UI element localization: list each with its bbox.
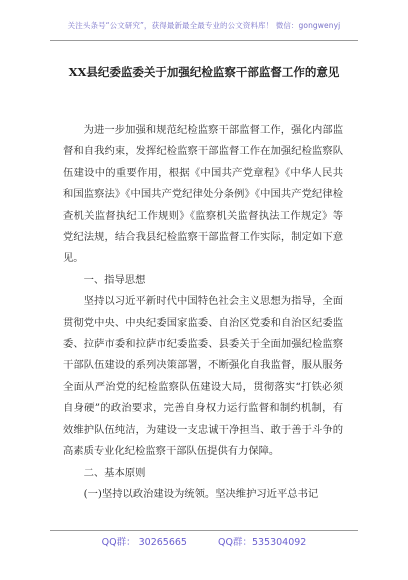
footer [0, 534, 408, 548]
footer-qq-group-1: QQ群： 30265665 [101, 537, 187, 548]
section-heading-basic-principles: 二、基本原则 [83, 466, 146, 479]
paragraph-principle-1: (一)坚持以政治建设为统领。坚决维护习近平总书记 [83, 487, 319, 500]
section-heading-guiding-ideology: 一、指导思想 [83, 273, 146, 286]
header-note: 关注头条号“公文研究”，获得最新最全最专业的公文资料库！ 微信：gongwenyj [67, 21, 341, 30]
document-title: XX县纪委监委关于加强纪检监察干部监督工作的意见 [68, 65, 340, 79]
paragraph-intro: 为进一步加强和规范纪检监察干部监督工作，强化内部监督和自我约束，发挥纪检监察干部监督工作在加强纪检监察队伍建设中的重要作用，根据《中国共产党章程》《中华人民共和国监察法》《中国共产党纪律处分条例》《中国共产党纪律检查机关监督执纪工作规则》《监察机关监督执法工作规定》等党纪法规，结合我县纪检监察干部监督工作实际，制定如下意见。 [63, 124, 343, 265]
footer-divider [50, 530, 358, 531]
document-body [63, 120, 343, 505]
footer-qq-group-2: QQ群：535304092 [218, 537, 307, 548]
header-divider [50, 40, 358, 41]
paragraph-guiding-ideology: 坚持以习近平新时代中国特色社会主义思想为指导，全面贯彻党中央、中央纪委国家监委、自治区党委和自治区纪委监委、拉萨市委和拉萨市纪委监委、县委关于全面加强纪检监察干部队伍建设的系列决策部署，不断强化自我监督，服从服务全面从严治党的纪检监察队伍建设大局，贯彻落实“打铁必须自身硬”的政治要求，完善自身权力运行监督和制约机制，有效维护队伍纯洁，为建设一支忠诚干净担当、敢于善于斗争的高素质专业化纪检监察干部队伍提供有力保障。 [63, 295, 343, 458]
